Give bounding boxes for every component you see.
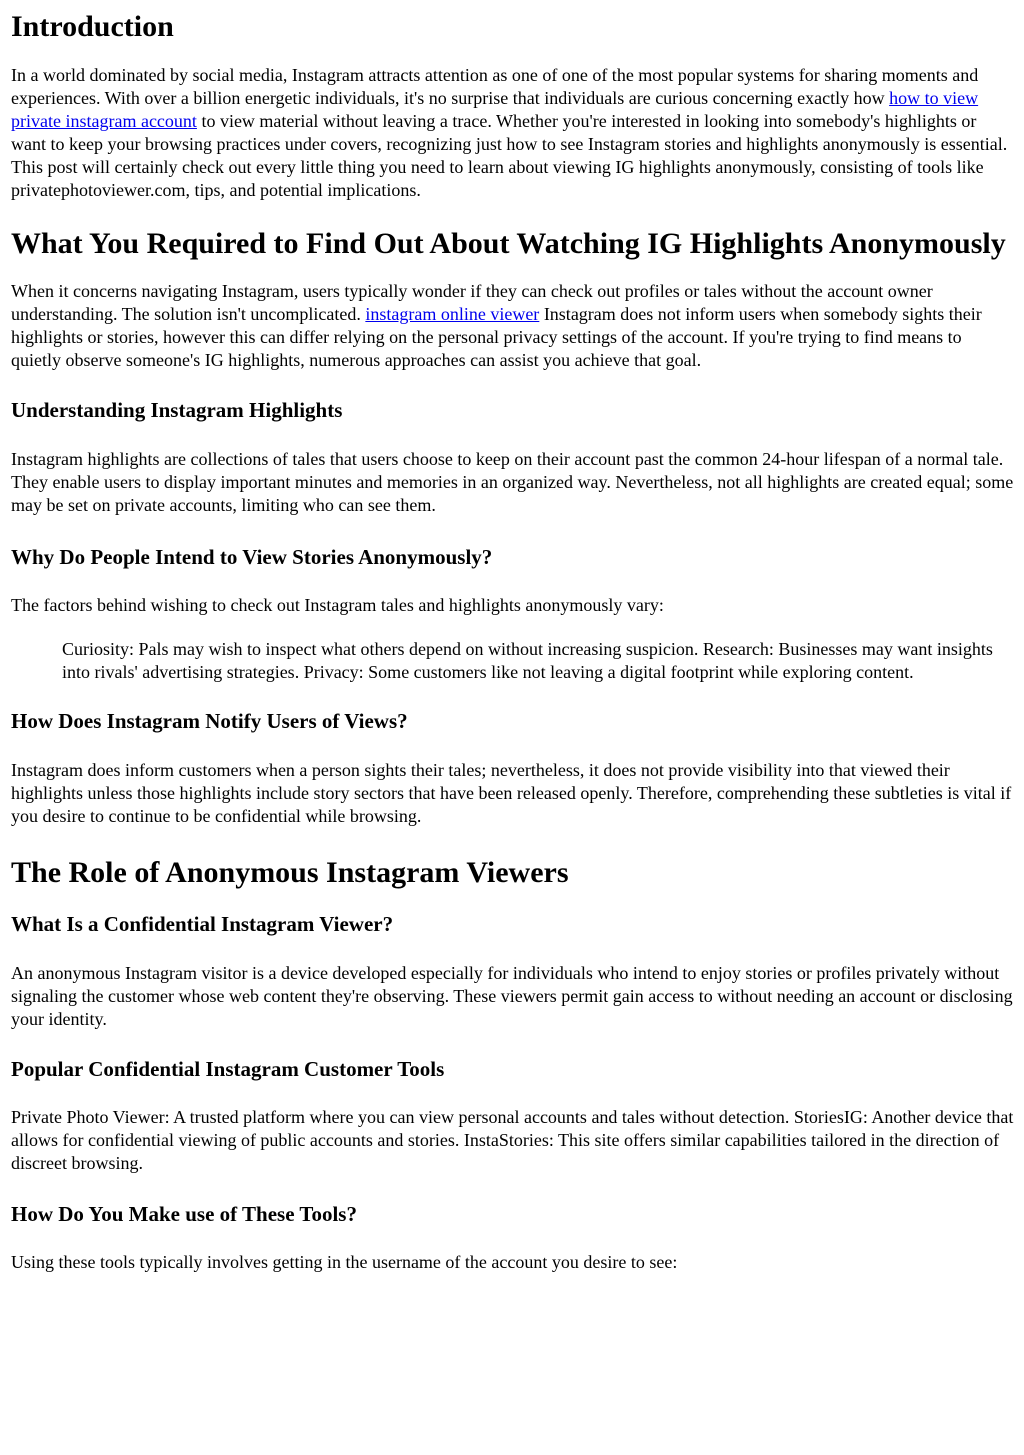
heading-why-anonymously: Why Do People Intend to View Stories Anonymously?: [11, 545, 493, 569]
heading-understanding-highlights: Understanding Instagram Highlights: [11, 398, 343, 422]
paragraph-introduction: [11, 64, 1014, 202]
heading-how-to-use: How Do You Make use of These Tools?: [11, 1202, 357, 1226]
paragraph-notify-users: Instagram does inform customers when a person sights their tales; nevertheless, it does not provide visibility into that viewed their highlights unless those highlights include story sectors that have been released openly. Therefore, comprehending these subtleties is vital if you desire to continue to be confidential while browsing.: [11, 760, 1012, 826]
intro-text-after: to view material without leaving a trace. Whether you're interested in looking into somebody's highlights or want to keep your browsing practices under covers, recognizing just how to see Instagram stories and highlights anonymously is essential. This post will certainly check out every little thing you need to learn about viewing IG highlights anonymously, consisting of tools like privatephotoviewer.com, tips, and potential implications.: [11, 111, 1008, 200]
paragraph-what-you-required: [11, 280, 1014, 372]
paragraph-popular-tools: Private Photo Viewer: A trusted platform where you can view personal accounts and tales without detection. StoriesIG: Another device that allows for confidential viewing of public accounts and stories. InstaStories: This site offers similar capabilities tailored in the direction of discreet browsing.: [11, 1107, 1014, 1173]
intro-text-before: In a world dominated by social media, Instagram attracts attention as one of one of the most popular systems for sharing moments and experiences. With over a billion energetic individuals, it's no surprise that individuals are curious concerning exactly how: [11, 65, 979, 108]
link-instagram-online-viewer[interactable]: instagram online viewer: [365, 304, 540, 324]
link-view-private-account[interactable]: how to view private instagram account: [11, 88, 979, 131]
paragraph-why-anonymously: The factors behind wishing to check out Instagram tales and highlights anonymously vary:: [11, 595, 664, 615]
paragraph-how-to-use: Using these tools typically involves getting in the username of the account you desire to see:: [11, 1252, 678, 1272]
quote-reasons: Curiosity: Pals may wish to inspect what others depend on without increasing suspicion. Research: Businesses may want insights into rivals' advertising strategies. Privacy: Some customers like not leaving a digital footprint while exploring content.: [62, 639, 993, 682]
heading-role-of-viewers: The Role of Anonymous Instagram Viewers: [11, 856, 569, 889]
paragraph-what-is-viewer: An anonymous Instagram visitor is a device developed especially for individuals who intend to enjoy stories or profiles privately without signaling the customer whose web content they're observing. These viewers permit gain access to without needing an account or disclosing your identity.: [11, 963, 1013, 1029]
required-text-after: Instagram does not inform users when somebody sights their highlights or stories, however this can differ relying on the personal privacy settings of the account. If you're trying to find means to quietly observe someone's IG highlights, numerous approaches can assist you achieve that goal.: [11, 304, 982, 370]
heading-notify-users: How Does Instagram Notify Users of Views?: [11, 709, 408, 733]
heading-what-you-required: What You Required to Find Out About Watching IG Highlights Anonymously: [11, 227, 1006, 260]
required-text-before: When it concerns navigating Instagram, users typically wonder if they can check out profiles or tales without the account owner understanding. The solution isn't uncomplicated.: [11, 281, 933, 324]
article: [0, 9, 1024, 1274]
heading-what-is-viewer: What Is a Confidential Instagram Viewer?: [11, 912, 394, 936]
heading-introduction: Introduction: [11, 10, 174, 43]
paragraph-understanding-highlights: Instagram highlights are collections of tales that users choose to keep on their account past the common 24-hour lifespan of a normal tale. They enable users to display important minutes and memories in an organized way. Nevertheless, not all highlights are created equal; some may be set on private accounts, limiting who can see them.: [11, 449, 1014, 515]
heading-popular-tools: Popular Confidential Instagram Customer Tools: [11, 1057, 445, 1081]
